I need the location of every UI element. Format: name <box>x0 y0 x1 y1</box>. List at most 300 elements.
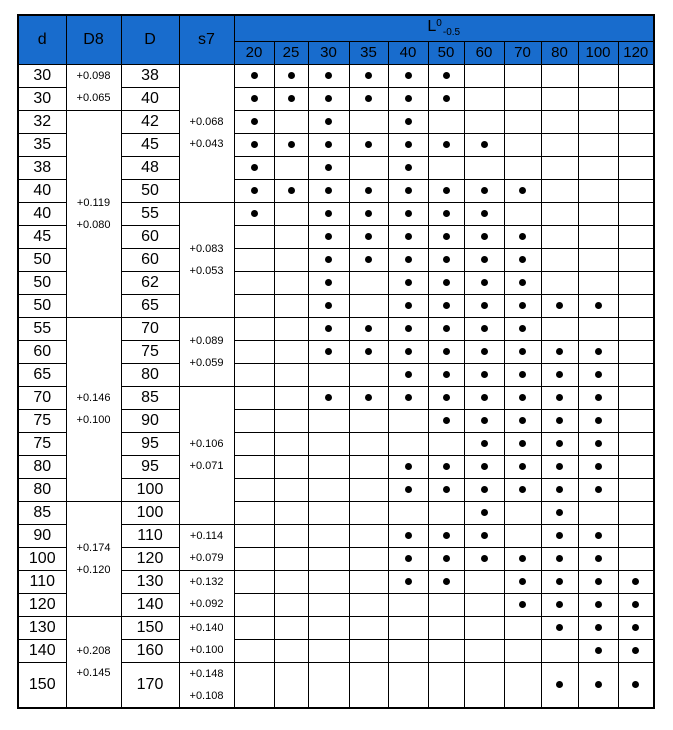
length-cell-20 <box>234 409 274 432</box>
availability-dot <box>595 486 602 493</box>
length-cell-25 <box>274 225 308 248</box>
col-header-s7: s7 <box>179 15 234 64</box>
availability-dot <box>325 348 332 355</box>
availability-dot <box>595 647 602 654</box>
length-cell-40 <box>388 386 428 409</box>
length-cell-30 <box>308 179 349 202</box>
length-cell-120 <box>618 133 654 156</box>
length-cell-60 <box>464 225 504 248</box>
length-cell-120 <box>618 455 654 478</box>
D-value: 100 <box>121 501 179 524</box>
s7-tolerance-bottom: +0.100 <box>189 644 224 656</box>
length-cell-50 <box>428 363 464 386</box>
length-cell-50 <box>428 386 464 409</box>
length-cell-50 <box>428 547 464 570</box>
s7-tolerance-bottom: +0.079 <box>189 552 224 564</box>
length-cell-70 <box>504 87 541 110</box>
length-cell-35 <box>349 225 388 248</box>
length-cell-35 <box>349 294 388 317</box>
length-cell-80 <box>541 317 578 340</box>
length-cell-40 <box>388 271 428 294</box>
length-cell-50 <box>428 248 464 271</box>
length-cell-120 <box>618 639 654 662</box>
length-cell-30 <box>308 593 349 616</box>
length-cell-120 <box>618 110 654 133</box>
availability-dot <box>481 256 488 263</box>
length-cell-40 <box>388 432 428 455</box>
availability-dot <box>595 578 602 585</box>
availability-dot <box>481 394 488 401</box>
length-cell-70 <box>504 156 541 179</box>
length-cell-80 <box>541 616 578 639</box>
length-cell-100 <box>578 386 618 409</box>
length-cell-25 <box>274 662 308 708</box>
length-cell-50 <box>428 271 464 294</box>
length-cell-25 <box>274 202 308 225</box>
s7-tolerance <box>179 202 234 317</box>
d8-tolerance-top: +0.098 <box>76 70 111 82</box>
availability-dot <box>405 118 412 125</box>
availability-dot <box>443 233 450 240</box>
length-cell-100 <box>578 455 618 478</box>
tolerance-table <box>17 14 655 709</box>
length-cell-70 <box>504 409 541 432</box>
length-cell-60 <box>464 409 504 432</box>
d8-tolerance-bottom: +0.100 <box>76 414 111 426</box>
availability-dot <box>405 371 412 378</box>
D-value: 80 <box>121 363 179 386</box>
length-cell-80 <box>541 363 578 386</box>
length-cell-100 <box>578 64 618 87</box>
availability-dot <box>443 95 450 102</box>
length-cell-100 <box>578 547 618 570</box>
length-cell-60 <box>464 570 504 593</box>
length-cell-80 <box>541 386 578 409</box>
availability-dot <box>595 348 602 355</box>
availability-dot <box>595 555 602 562</box>
availability-dot <box>519 187 526 194</box>
length-cell-70 <box>504 340 541 363</box>
length-cell-30 <box>308 432 349 455</box>
length-cell-20 <box>234 64 274 87</box>
l-size-header-70: 70 <box>504 41 541 64</box>
table-row <box>18 616 654 639</box>
availability-dot <box>365 348 372 355</box>
availability-dot <box>519 233 526 240</box>
availability-dot <box>595 624 602 631</box>
length-cell-80 <box>541 478 578 501</box>
length-cell-30 <box>308 87 349 110</box>
length-cell-30 <box>308 547 349 570</box>
availability-dot <box>556 578 563 585</box>
s7-tolerance-bottom: +0.053 <box>189 264 224 277</box>
d-value: 50 <box>18 294 66 317</box>
length-cell-30 <box>308 501 349 524</box>
length-cell-70 <box>504 570 541 593</box>
availability-dot <box>556 681 563 688</box>
availability-dot <box>365 187 372 194</box>
availability-dot <box>481 302 488 309</box>
length-cell-20 <box>234 593 274 616</box>
d8-tolerance-bottom: +0.120 <box>76 563 111 576</box>
availability-dot <box>365 233 372 240</box>
length-cell-60 <box>464 386 504 409</box>
D-value: 62 <box>121 271 179 294</box>
availability-dot <box>325 72 332 79</box>
table-row <box>18 317 654 340</box>
s7-tolerance <box>179 64 234 202</box>
length-cell-80 <box>541 156 578 179</box>
D-value: 95 <box>121 432 179 455</box>
D-value: 160 <box>121 639 179 662</box>
length-cell-120 <box>618 87 654 110</box>
l-size-header-50: 50 <box>428 41 464 64</box>
length-cell-100 <box>578 248 618 271</box>
D-value: 110 <box>121 524 179 547</box>
availability-dot <box>251 95 258 102</box>
length-cell-100 <box>578 179 618 202</box>
length-cell-70 <box>504 110 541 133</box>
l-size-header-30: 30 <box>308 41 349 64</box>
length-cell-40 <box>388 547 428 570</box>
availability-dot <box>405 256 412 263</box>
length-cell-35 <box>349 248 388 271</box>
D-value: 150 <box>121 616 179 639</box>
length-cell-60 <box>464 593 504 616</box>
length-cell-70 <box>504 386 541 409</box>
availability-dot <box>405 164 412 171</box>
availability-dot <box>288 72 295 79</box>
length-cell-120 <box>618 271 654 294</box>
length-cell-120 <box>618 156 654 179</box>
length-cell-35 <box>349 317 388 340</box>
length-cell-120 <box>618 340 654 363</box>
s7-tolerance-top: +0.068 <box>189 116 224 128</box>
length-cell-120 <box>618 662 654 708</box>
s7-tolerance-top: +0.089 <box>189 334 224 347</box>
length-cell-25 <box>274 363 308 386</box>
availability-dot <box>405 394 412 401</box>
length-cell-80 <box>541 455 578 478</box>
length-cell-80 <box>541 110 578 133</box>
length-cell-50 <box>428 616 464 639</box>
d-value: 40 <box>18 179 66 202</box>
availability-dot <box>595 371 602 378</box>
length-cell-60 <box>464 340 504 363</box>
length-cell-25 <box>274 570 308 593</box>
availability-dot <box>365 72 372 79</box>
availability-dot <box>481 532 488 539</box>
length-cell-100 <box>578 156 618 179</box>
length-cell-20 <box>234 570 274 593</box>
length-cell-50 <box>428 110 464 133</box>
table-body <box>18 64 654 708</box>
length-cell-50 <box>428 455 464 478</box>
d-value: 150 <box>18 662 66 708</box>
D-value: 95 <box>121 455 179 478</box>
length-cell-30 <box>308 202 349 225</box>
length-cell-35 <box>349 547 388 570</box>
table-row <box>18 110 654 133</box>
length-cell-40 <box>388 87 428 110</box>
length-cell-40 <box>388 593 428 616</box>
d8-tolerance <box>66 110 121 317</box>
availability-dot <box>595 417 602 424</box>
d-value: 55 <box>18 317 66 340</box>
d8-tolerance <box>66 64 121 110</box>
length-cell-60 <box>464 616 504 639</box>
availability-dot <box>556 371 563 378</box>
length-cell-120 <box>618 294 654 317</box>
length-cell-60 <box>464 524 504 547</box>
length-cell-35 <box>349 271 388 294</box>
d-value: 90 <box>18 524 66 547</box>
s7-tolerance <box>179 662 234 708</box>
d8-tolerance-bottom: +0.080 <box>76 218 111 231</box>
length-cell-50 <box>428 409 464 432</box>
availability-dot <box>251 141 258 148</box>
length-cell-60 <box>464 202 504 225</box>
length-cell-50 <box>428 570 464 593</box>
availability-dot <box>519 279 526 286</box>
length-cell-70 <box>504 455 541 478</box>
availability-dot <box>632 681 639 688</box>
availability-dot <box>405 210 412 217</box>
length-cell-40 <box>388 363 428 386</box>
length-cell-50 <box>428 432 464 455</box>
D-value: 42 <box>121 110 179 133</box>
l-size-header-120: 120 <box>618 41 654 64</box>
length-cell-40 <box>388 501 428 524</box>
d8-tolerance <box>66 501 121 616</box>
length-cell-100 <box>578 432 618 455</box>
length-cell-25 <box>274 455 308 478</box>
length-cell-20 <box>234 133 274 156</box>
availability-dot <box>325 302 332 309</box>
length-cell-60 <box>464 363 504 386</box>
availability-dot <box>481 555 488 562</box>
availability-dot <box>405 555 412 562</box>
length-cell-30 <box>308 317 349 340</box>
length-cell-100 <box>578 616 618 639</box>
availability-dot <box>556 532 563 539</box>
D-value: 100 <box>121 478 179 501</box>
length-cell-80 <box>541 294 578 317</box>
availability-dot <box>556 417 563 424</box>
length-cell-120 <box>618 478 654 501</box>
s7-tolerance <box>179 524 234 570</box>
length-cell-35 <box>349 179 388 202</box>
length-cell-40 <box>388 156 428 179</box>
availability-dot <box>251 72 258 79</box>
s7-tolerance-top: +0.140 <box>189 622 224 634</box>
length-cell-40 <box>388 225 428 248</box>
availability-dot <box>519 555 526 562</box>
length-cell-30 <box>308 478 349 501</box>
length-cell-50 <box>428 64 464 87</box>
length-cell-20 <box>234 455 274 478</box>
availability-dot <box>595 302 602 309</box>
l-label-superscript: 0 <box>436 18 442 30</box>
length-cell-25 <box>274 64 308 87</box>
length-cell-25 <box>274 179 308 202</box>
d-value: 110 <box>18 570 66 593</box>
length-cell-100 <box>578 225 618 248</box>
length-cell-60 <box>464 639 504 662</box>
s7-tolerance <box>179 616 234 662</box>
length-cell-25 <box>274 386 308 409</box>
length-cell-60 <box>464 455 504 478</box>
length-cell-100 <box>578 271 618 294</box>
length-cell-35 <box>349 156 388 179</box>
length-cell-50 <box>428 593 464 616</box>
length-cell-70 <box>504 271 541 294</box>
s7-tolerance-bottom: +0.043 <box>189 138 224 150</box>
s7-tolerance <box>179 570 234 616</box>
availability-dot <box>556 394 563 401</box>
length-cell-35 <box>349 478 388 501</box>
length-cell-120 <box>618 179 654 202</box>
availability-dot <box>519 256 526 263</box>
length-cell-20 <box>234 386 274 409</box>
length-cell-50 <box>428 202 464 225</box>
availability-dot <box>365 325 372 332</box>
length-cell-25 <box>274 478 308 501</box>
length-cell-35 <box>349 133 388 156</box>
length-cell-20 <box>234 524 274 547</box>
d-value: 40 <box>18 202 66 225</box>
availability-dot <box>556 302 563 309</box>
length-cell-25 <box>274 156 308 179</box>
length-cell-20 <box>234 478 274 501</box>
availability-dot <box>556 486 563 493</box>
length-cell-120 <box>618 317 654 340</box>
length-cell-25 <box>274 248 308 271</box>
length-cell-30 <box>308 225 349 248</box>
length-cell-25 <box>274 317 308 340</box>
availability-dot <box>519 348 526 355</box>
length-cell-35 <box>349 386 388 409</box>
length-cell-35 <box>349 110 388 133</box>
availability-dot <box>481 348 488 355</box>
D-value: 50 <box>121 179 179 202</box>
length-cell-30 <box>308 156 349 179</box>
length-cell-80 <box>541 133 578 156</box>
length-cell-30 <box>308 340 349 363</box>
length-cell-60 <box>464 179 504 202</box>
length-cell-20 <box>234 294 274 317</box>
length-cell-35 <box>349 501 388 524</box>
d8-tolerance-bottom: +0.065 <box>76 92 111 104</box>
col-header-d8: D8 <box>66 15 121 64</box>
length-cell-40 <box>388 570 428 593</box>
availability-dot <box>325 325 332 332</box>
s7-tolerance-bottom: +0.108 <box>189 689 224 702</box>
length-cell-30 <box>308 662 349 708</box>
availability-dot <box>405 348 412 355</box>
length-cell-30 <box>308 133 349 156</box>
availability-dot <box>365 210 372 217</box>
length-cell-20 <box>234 317 274 340</box>
availability-dot <box>556 555 563 562</box>
length-cell-80 <box>541 501 578 524</box>
availability-dot <box>443 325 450 332</box>
length-cell-120 <box>618 616 654 639</box>
availability-dot <box>595 440 602 447</box>
length-cell-50 <box>428 156 464 179</box>
availability-dot <box>519 394 526 401</box>
length-cell-50 <box>428 340 464 363</box>
length-cell-100 <box>578 340 618 363</box>
d8-tolerance-top: +0.119 <box>76 196 111 209</box>
length-cell-120 <box>618 64 654 87</box>
length-cell-80 <box>541 639 578 662</box>
availability-dot <box>365 95 372 102</box>
s7-tolerance-bottom: +0.059 <box>189 356 224 369</box>
availability-dot <box>365 256 372 263</box>
length-cell-100 <box>578 570 618 593</box>
availability-dot <box>481 463 488 470</box>
length-cell-80 <box>541 409 578 432</box>
length-cell-70 <box>504 478 541 501</box>
availability-dot <box>481 440 488 447</box>
d8-tolerance-bottom: +0.145 <box>76 666 111 679</box>
length-cell-70 <box>504 662 541 708</box>
length-cell-70 <box>504 225 541 248</box>
availability-dot <box>405 578 412 585</box>
availability-dot <box>556 348 563 355</box>
D-value: 60 <box>121 248 179 271</box>
D-value: 70 <box>121 317 179 340</box>
d-value: 80 <box>18 478 66 501</box>
length-cell-120 <box>618 248 654 271</box>
availability-dot <box>443 72 450 79</box>
availability-dot <box>632 647 639 654</box>
length-cell-20 <box>234 501 274 524</box>
length-cell-30 <box>308 294 349 317</box>
length-cell-80 <box>541 524 578 547</box>
d-value: 45 <box>18 225 66 248</box>
length-cell-35 <box>349 455 388 478</box>
length-cell-120 <box>618 570 654 593</box>
length-cell-40 <box>388 64 428 87</box>
length-cell-100 <box>578 317 618 340</box>
length-cell-35 <box>349 570 388 593</box>
length-cell-50 <box>428 294 464 317</box>
d-value: 50 <box>18 271 66 294</box>
availability-dot <box>443 279 450 286</box>
d-value: 140 <box>18 639 66 662</box>
length-cell-35 <box>349 593 388 616</box>
length-cell-35 <box>349 616 388 639</box>
length-cell-40 <box>388 662 428 708</box>
length-cell-70 <box>504 432 541 455</box>
availability-dot <box>325 210 332 217</box>
length-cell-60 <box>464 87 504 110</box>
l-size-header-100: 100 <box>578 41 618 64</box>
length-cell-80 <box>541 662 578 708</box>
length-cell-40 <box>388 133 428 156</box>
availability-dot <box>325 141 332 148</box>
l-size-header-40: 40 <box>388 41 428 64</box>
availability-dot <box>405 141 412 148</box>
length-cell-20 <box>234 340 274 363</box>
l-size-header-60: 60 <box>464 41 504 64</box>
d-value: 80 <box>18 455 66 478</box>
availability-dot <box>443 348 450 355</box>
length-cell-120 <box>618 386 654 409</box>
length-cell-60 <box>464 432 504 455</box>
